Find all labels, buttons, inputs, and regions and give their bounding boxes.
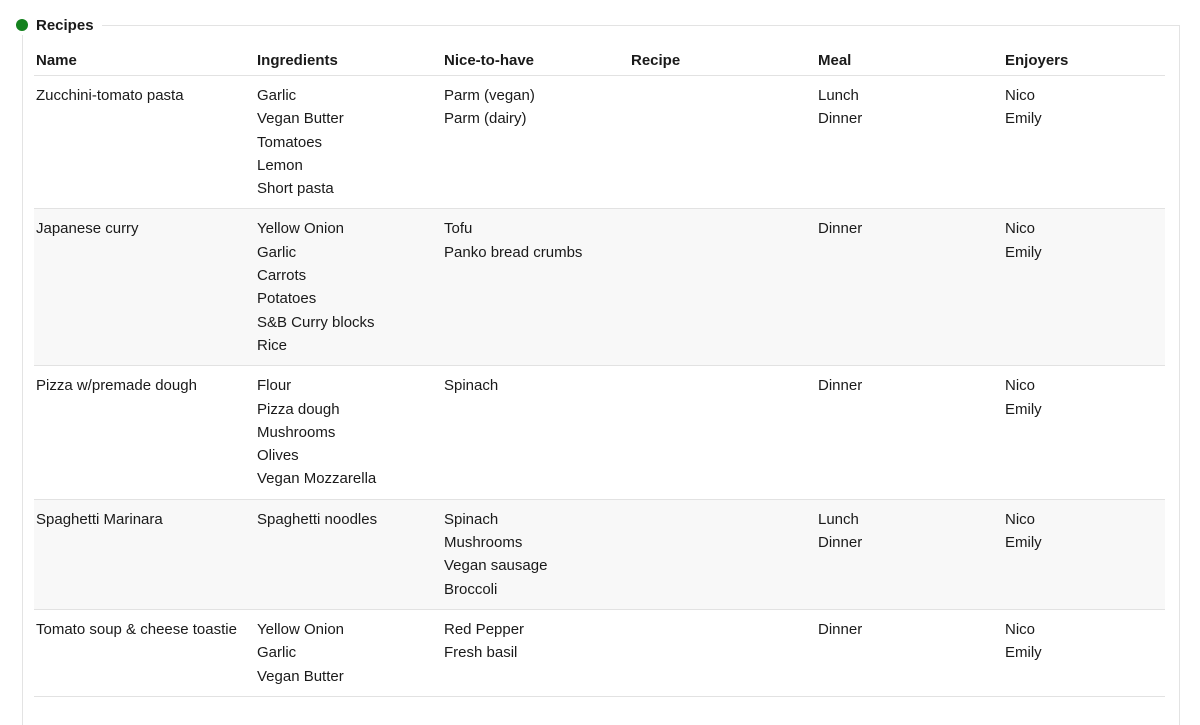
cell-meal[interactable] — [816, 366, 1003, 499]
cell-ingredients-item: Tomatoes — [257, 133, 323, 151]
cell-enjoyers-item: Nico — [1005, 510, 1036, 528]
cell-enjoyers-item: Emily — [1005, 400, 1042, 418]
cell-nice-to-have-item: Broccoli — [444, 580, 498, 598]
cell-meal-item: Lunch — [818, 510, 859, 528]
section-header — [16, 15, 102, 35]
column-header-meal[interactable]: Meal — [816, 46, 1003, 76]
cell-enjoyers-item: Nico — [1005, 620, 1036, 638]
cell-nice-to-have-item: Tofu — [444, 220, 473, 238]
cell-ingredients[interactable] — [255, 609, 442, 696]
cell-nice-to-have-item: Parm (dairy) — [444, 110, 527, 128]
recipes-table — [34, 46, 1165, 697]
cell-meal[interactable] — [816, 499, 1003, 609]
cell-ingredients-item: Vegan Butter — [257, 110, 344, 128]
cell-enjoyers-item: Nico — [1005, 87, 1036, 104]
cell-enjoyers-item: Emily — [1005, 243, 1042, 261]
cell-nice-to-have[interactable] — [442, 76, 629, 209]
cell-meal[interactable] — [816, 609, 1003, 696]
cell-ingredients-item: Spaghetti noodles — [257, 510, 378, 528]
cell-ingredients-item: Short pasta — [257, 180, 334, 198]
cell-ingredients[interactable] — [255, 209, 442, 366]
cell-nice-to-have-item: Mushrooms — [444, 534, 523, 552]
cell-nice-to-have[interactable] — [442, 609, 629, 696]
column-header-name[interactable]: Name — [34, 46, 255, 76]
cell-name[interactable]: Tomato soup & cheese toastie — [34, 609, 255, 696]
table-row[interactable] — [34, 499, 1165, 609]
cell-ingredients-item: Vegan Mozzarella — [257, 470, 377, 488]
cell-ingredients-item: S&B Curry blocks — [257, 313, 375, 331]
table-row[interactable] — [34, 609, 1165, 696]
cell-name[interactable]: Spaghetti Marinara — [34, 499, 255, 609]
section-title: Recipes — [36, 16, 94, 34]
cell-enjoyers-item: Nico — [1005, 377, 1036, 395]
cell-meal-item: Dinner — [818, 377, 863, 395]
cell-enjoyers[interactable] — [1003, 76, 1165, 209]
cell-recipe[interactable] — [629, 76, 816, 209]
column-header-ingredients[interactable]: Ingredients — [255, 46, 442, 76]
cell-nice-to-have-item: Spinach — [444, 510, 499, 528]
header-row — [34, 46, 1165, 76]
cell-ingredients-item: Garlic — [257, 87, 297, 104]
cell-ingredients-item: Garlic — [257, 644, 297, 662]
cell-recipe[interactable] — [629, 366, 816, 499]
cell-ingredients-item: Carrots — [257, 267, 307, 285]
cell-nice-to-have-item: Spinach — [444, 377, 499, 395]
cell-ingredients-item: Vegan Butter — [257, 667, 344, 685]
table-body — [34, 76, 1165, 697]
cell-nice-to-have-item: Fresh basil — [444, 644, 518, 662]
cell-nice-to-have[interactable] — [442, 209, 629, 366]
cell-enjoyers[interactable] — [1003, 499, 1165, 609]
cell-meal-item: Dinner — [818, 220, 863, 238]
cell-ingredients-item: Mushrooms — [257, 423, 336, 441]
cell-enjoyers[interactable] — [1003, 609, 1165, 696]
cell-ingredients-item: Pizza dough — [257, 400, 340, 418]
cell-nice-to-have-item: Parm (vegan) — [444, 87, 535, 104]
table-row[interactable] — [34, 209, 1165, 366]
cell-meal-item: Lunch — [818, 87, 859, 104]
cell-ingredients-item: Potatoes — [257, 290, 317, 308]
column-header-nice-to-have[interactable]: Nice-to-have — [442, 46, 629, 76]
column-header-recipe[interactable]: Recipe — [629, 46, 816, 76]
cell-ingredients-item: Lemon — [257, 156, 303, 174]
cell-ingredients-item: Rice — [257, 336, 288, 354]
cell-nice-to-have-item: Vegan sausage — [444, 557, 548, 575]
cell-ingredients-item: Yellow Onion — [257, 620, 345, 638]
cell-nice-to-have-item: Panko bread crumbs — [444, 243, 583, 261]
cell-nice-to-have[interactable] — [442, 366, 629, 499]
cell-enjoyers-item: Nico — [1005, 220, 1036, 238]
cell-enjoyers-item: Emily — [1005, 110, 1042, 128]
cell-name[interactable]: Zucchini-tomato pasta — [34, 76, 255, 209]
cell-ingredients-item: Garlic — [257, 243, 297, 261]
status-dot-icon — [16, 19, 28, 31]
cell-meal-item: Dinner — [818, 620, 863, 638]
cell-ingredients[interactable] — [255, 76, 442, 209]
cell-ingredients-item: Olives — [257, 447, 299, 465]
cell-enjoyers[interactable] — [1003, 366, 1165, 499]
cell-recipe[interactable] — [629, 609, 816, 696]
cell-meal[interactable] — [816, 76, 1003, 209]
cell-name[interactable]: Pizza w/premade dough — [34, 366, 255, 499]
cell-enjoyers[interactable] — [1003, 209, 1165, 366]
cell-ingredients[interactable] — [255, 366, 442, 499]
table-row[interactable] — [34, 366, 1165, 499]
cell-name[interactable]: Japanese curry — [34, 209, 255, 366]
cell-nice-to-have[interactable] — [442, 499, 629, 609]
cell-ingredients-item: Yellow Onion — [257, 220, 345, 238]
cell-meal-item: Dinner — [818, 110, 863, 128]
column-header-enjoyers[interactable]: Enjoyers — [1003, 46, 1165, 76]
cell-enjoyers-item: Emily — [1005, 534, 1042, 552]
cell-recipe[interactable] — [629, 499, 816, 609]
cell-nice-to-have-item: Red Pepper — [444, 620, 525, 638]
cell-ingredients[interactable] — [255, 499, 442, 609]
cell-recipe[interactable] — [629, 209, 816, 366]
cell-meal-item: Dinner — [818, 534, 863, 552]
cell-meal[interactable] — [816, 209, 1003, 366]
cell-ingredients-item: Flour — [257, 377, 292, 395]
table-row[interactable] — [34, 76, 1165, 209]
cell-enjoyers-item: Emily — [1005, 644, 1042, 662]
